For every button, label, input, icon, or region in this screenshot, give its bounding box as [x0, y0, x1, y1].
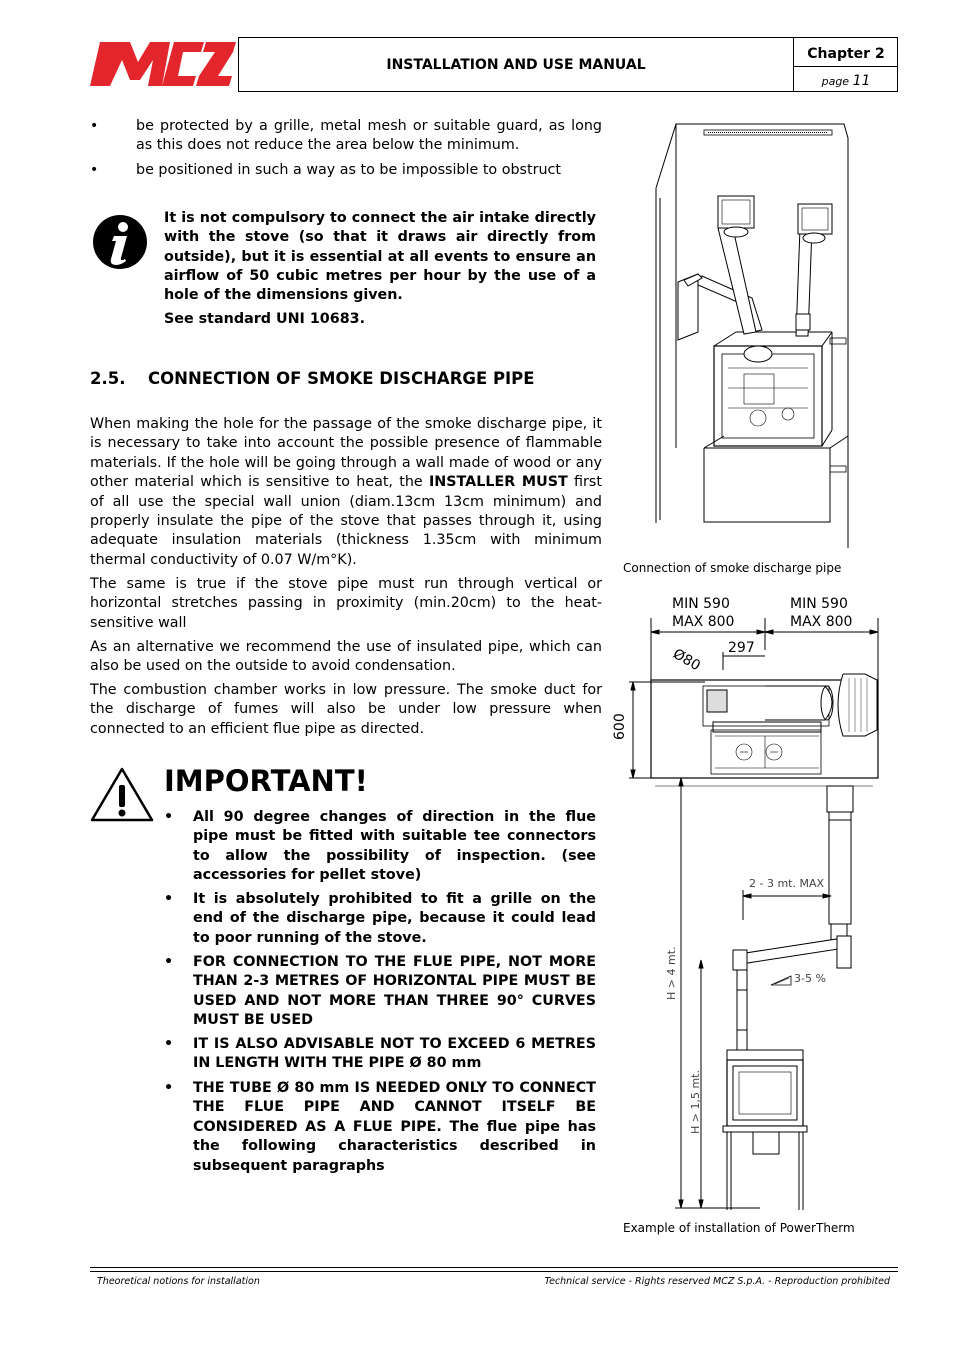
important-item-text: All 90 degree changes of direction in the flue pipe must be fitted with suitable tee connectors to allow the possibility of inspection. (see accessories for pellet stove) — [193, 809, 596, 884]
list-item — [164, 953, 596, 1031]
bullet-dot: • — [164, 809, 174, 825]
footer-rule — [90, 1267, 898, 1268]
bullet-dot: • — [164, 1080, 174, 1096]
paragraph-1-after: first of all use the special wall union (diam.13cm 13cm minimum) and properly insulate the pipe of the stove that passes through it, using adequate insulation materials (thickness 1.35cm with minimum thermal conductivity of 0.07 W/m°K). — [90, 474, 602, 568]
dim-max-left: MAX 800 — [672, 614, 735, 630]
dim-max-right: MAX 800 — [790, 614, 853, 630]
bullet-dot: • — [164, 891, 174, 907]
footer-right-text: Technical service - Rights reserved MCZ S.p.A. - Reproduction prohibited — [544, 1276, 890, 1287]
chapter-label: Chapter 2 — [807, 46, 885, 62]
info-icon — [92, 214, 148, 270]
page-word: page — [821, 75, 850, 88]
dim-horizontal-max: 2 - 3 mt. MAX — [749, 877, 825, 890]
bullet-dot: • — [164, 1036, 174, 1052]
important-item-text: FOR CONNECTION TO THE FLUE PIPE, NOT MORE THAN 2-3 METRES OF HORIZONTAL PIPE MUST BE USED AND NOT MORE THAN THREE 90° CURVES MUST BE USED — [193, 954, 596, 1029]
info-note-text: It is not compulsory to connect the air intake directly with the stove (so that it draws air directly from outside), but it is essential at all events to ensure an airflow of 50 cubic metres per hour by the use of a hole of the dimensions given. — [164, 210, 596, 304]
dim-min-right: MIN 590 — [790, 596, 848, 612]
bullet-dot: • — [164, 954, 174, 970]
chapter-divider — [794, 66, 898, 67]
important-heading: IMPORTANT! — [164, 764, 368, 798]
bullet-dot: • — [90, 162, 99, 178]
dim-slope: 3-5 % — [794, 972, 826, 985]
footer-left-text: Theoretical notions for installation — [97, 1276, 260, 1287]
important-item-text: THE TUBE Ø 80 mm IS NEEDED ONLY TO CONNECT THE FLUE PIPE AND CANNOT ITSELF BE CONSIDERED AS A FLUE PIPE. The flue pipe has the following characteristics described in subsequent paragraphs — [193, 1080, 596, 1174]
list-item — [164, 808, 596, 886]
figure-caption-2: Example of installation of PowerTherm — [623, 1221, 855, 1235]
manual-title: INSTALLATION AND USE MANUAL — [386, 57, 646, 73]
page-number — [794, 73, 898, 89]
paragraph-2: The same is true if the stove pipe must run through vertical or horizontal stretches passing in proximity (min.20cm) to the heat-sensitive wall — [90, 576, 602, 631]
list-item — [164, 1035, 596, 1075]
page-number-value: 11 — [852, 73, 871, 89]
dim-600: 600 — [612, 713, 628, 740]
powertherm-installation-figure — [615, 590, 890, 1215]
list-item: be protected by a grille, metal mesh or suitable guard, as long as this does not reduce the area below the minimum. — [136, 118, 602, 154]
bullet-dot: • — [90, 118, 99, 134]
important-item-text: IT IS ALSO ADVISABLE NOT TO EXCEED 6 METRES IN LENGTH WITH THE PIPE Ø 80 mm — [193, 1036, 596, 1072]
paragraph-1-before: When making the hole for the passage of the smoke discharge pipe, it is necessary to take into account the possible presence of flammable materials. If the hole will be going through a wall made of wood or any other material which is sensitive to heat, the — [90, 416, 602, 491]
dim-min-left: MIN 590 — [672, 596, 730, 612]
dim-height-1-5m: H > 1,5 mt. — [689, 1070, 702, 1134]
paragraph-3: As an alternative we recommend the use of insulated pipe, which can also be used on the outside to avoid condensation. — [90, 639, 602, 675]
figure-caption-1: Connection of smoke discharge pipe — [623, 561, 842, 575]
info-note-standard: See standard UNI 10683. — [164, 311, 366, 327]
section-title: CONNECTION OF SMOKE DISCHARGE PIPE — [148, 369, 535, 388]
section-number: 2.5. — [90, 369, 126, 388]
list-item — [164, 1079, 596, 1179]
smoke-pipe-connection-figure — [648, 118, 858, 548]
paragraph-4: The combustion chamber works in low pressure. The smoke duct for the discharge of fumes will also be under low pressure when connected to an efficient flue pipe as directed. — [90, 682, 602, 737]
footer-rule — [90, 1271, 898, 1272]
list-item — [164, 890, 596, 948]
paragraph-1 — [90, 415, 602, 570]
dim-height-4m: H > 4 mt. — [665, 946, 678, 1000]
list-item: be positioned in such a way as to be impossible to obstruct — [136, 162, 562, 178]
dim-diameter-80: Ø80 — [670, 646, 703, 675]
mcz-logo — [90, 42, 236, 86]
dim-297: 297 — [728, 640, 755, 656]
warning-icon — [90, 766, 154, 822]
installer-must: INSTALLER MUST — [428, 474, 568, 491]
important-item-text: It is absolutely prohibited to fit a grille on the end of the discharge pipe, because it could lead to poor running of the stove. — [193, 891, 596, 946]
